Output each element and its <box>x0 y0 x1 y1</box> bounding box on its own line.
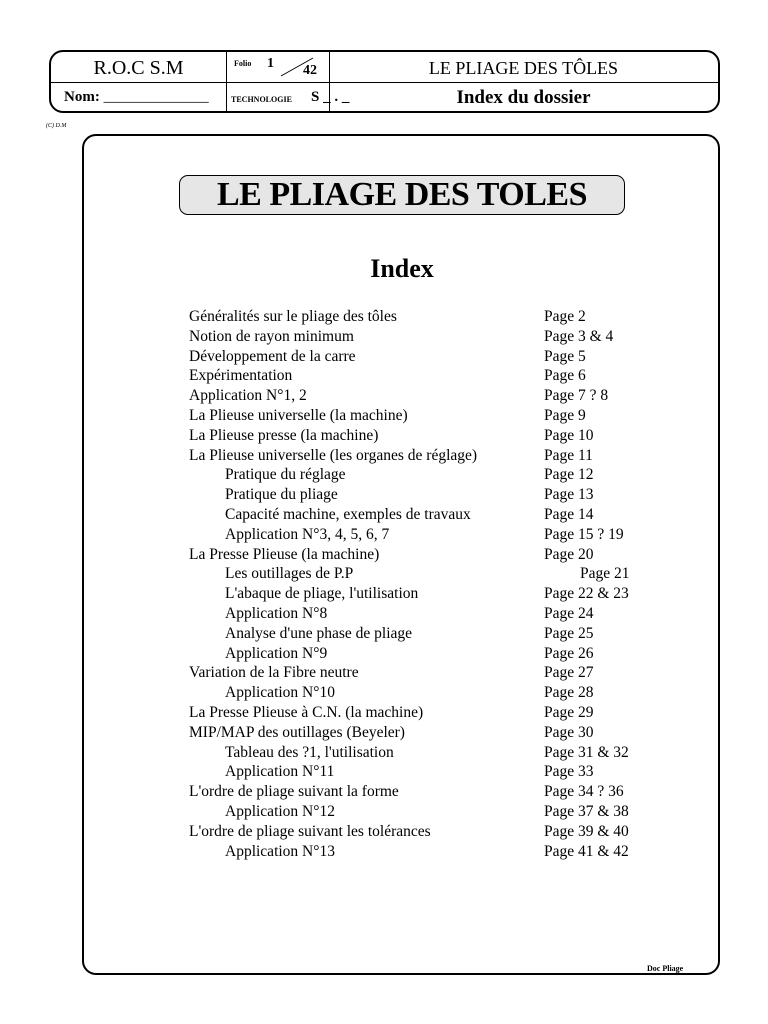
toc-page: Page 39 & 40 <box>544 822 629 840</box>
index-heading-wrap <box>0 254 768 284</box>
toc-label: Application N°8 <box>225 604 328 622</box>
toc-entry <box>189 525 669 545</box>
toc-entry <box>189 604 669 624</box>
toc-page: Page 12 <box>544 466 594 484</box>
nom-blank: ______________ <box>103 89 209 105</box>
org-name: R.O.C S.M <box>93 57 184 79</box>
header-divider <box>226 52 227 111</box>
toc-label: La Plieuse presse (la machine) <box>189 426 379 444</box>
index-heading: Index <box>370 254 434 283</box>
folio-label: Folio <box>234 59 252 68</box>
header-box <box>49 50 720 113</box>
toc-entry <box>189 802 669 822</box>
toc-entry <box>189 564 669 584</box>
header-divider <box>51 82 718 83</box>
toc-entry <box>189 505 669 525</box>
toc-label: MIP/MAP des outillages (Beyeler) <box>189 723 405 741</box>
toc-label: Capacité machine, exemples de travaux <box>225 505 471 523</box>
toc-entry <box>189 683 669 703</box>
toc-label: La Presse Plieuse (la machine) <box>189 545 380 563</box>
toc-entry <box>189 762 669 782</box>
toc-entry <box>189 545 669 565</box>
toc-page: Page 24 <box>544 604 594 622</box>
toc-label: Application N°1, 2 <box>189 387 307 405</box>
header-title: LE PLIAGE DES TÔLES <box>428 58 619 78</box>
toc-entry <box>189 584 669 604</box>
toc-label: Application N°10 <box>225 684 335 702</box>
toc-page: Page 6 <box>544 367 586 385</box>
toc-page: Page 21 <box>580 565 630 583</box>
toc-label: L'abaque de pliage, l'utilisation <box>225 585 419 603</box>
toc-label: Application N°13 <box>225 842 335 860</box>
toc-label: La Plieuse universelle (la machine) <box>189 406 408 424</box>
toc-page: Page 9 <box>544 406 586 424</box>
nom-field <box>64 89 209 106</box>
nom-label: Nom: <box>64 89 100 105</box>
toc-label: Tableau des ?1, l'utilisation <box>225 743 394 761</box>
toc-page: Page 33 <box>544 763 594 781</box>
technologie-value: S _ . _ <box>311 89 350 105</box>
toc-entry <box>189 485 669 505</box>
toc-page: Page 14 <box>544 505 594 523</box>
toc-entry <box>189 426 669 446</box>
toc-entry <box>189 624 669 644</box>
toc-page: Page 3 & 4 <box>544 327 614 345</box>
toc-page: Page 5 <box>544 347 586 365</box>
toc-entry <box>189 663 669 683</box>
toc-entry <box>189 842 669 862</box>
toc-page: Page 11 <box>544 446 593 464</box>
toc-page: Page 13 <box>544 486 594 504</box>
toc-page: Page 27 <box>544 664 594 682</box>
toc-entry <box>189 366 669 386</box>
toc-label: Pratique du réglage <box>225 466 346 484</box>
toc-label: Pratique du pliage <box>225 486 338 504</box>
toc-label: Application N°9 <box>225 644 328 662</box>
toc-entry <box>189 822 669 842</box>
toc-entry <box>189 446 669 466</box>
toc-label: L'ordre de pliage suivant les tolérances <box>189 822 431 840</box>
toc-label: Application N°3, 4, 5, 6, 7 <box>225 525 390 543</box>
document-title: LE PLIAGE DES TOLES <box>179 175 625 215</box>
folio-number: 1 <box>267 56 274 71</box>
copyright: (C) D.M <box>46 123 67 129</box>
toc-label: Variation de la Fibre neutre <box>189 664 359 682</box>
toc-page: Page 25 <box>544 624 594 642</box>
toc-page: Page 37 & 38 <box>544 802 629 820</box>
toc-label: Application N°12 <box>225 802 335 820</box>
toc-page: Page 22 & 23 <box>544 585 629 603</box>
toc-page: Page 28 <box>544 684 594 702</box>
toc-label: Expérimentation <box>189 367 293 385</box>
toc-label: Notion de rayon minimum <box>189 327 354 345</box>
toc-page: Page 41 & 42 <box>544 842 629 860</box>
toc-entry <box>189 386 669 406</box>
toc-entry <box>189 743 669 763</box>
toc-entry <box>189 782 669 802</box>
toc-label: Les outillages de P.P <box>225 565 354 583</box>
toc-page: Page 29 <box>544 703 594 721</box>
toc-label: La Presse Plieuse à C.N. (la machine) <box>189 703 424 721</box>
toc-label: Application N°11 <box>225 763 335 781</box>
toc-entry <box>189 406 669 426</box>
toc-page: Page 10 <box>544 426 594 444</box>
toc-page: Page 26 <box>544 644 594 662</box>
toc-page: Page 30 <box>544 723 594 741</box>
toc-entry <box>189 327 669 347</box>
toc-entry <box>189 723 669 743</box>
toc-label: La Plieuse universelle (les organes de réglage) <box>189 446 478 464</box>
toc-label: Analyse d'une phase de pliage <box>225 624 413 642</box>
toc-entry <box>189 703 669 723</box>
technologie-label: TECHNOLOGIE <box>231 95 292 104</box>
toc-page: Page 15 ? 19 <box>544 525 624 543</box>
toc-label: L'ordre de pliage suivant la forme <box>189 783 399 801</box>
folio-total: 42 <box>303 63 317 78</box>
toc-entry <box>189 644 669 664</box>
toc-label: Généralités sur le pliage des tôles <box>189 308 397 325</box>
toc-page: Page 7 ? 8 <box>544 387 609 405</box>
toc-entry <box>189 465 669 485</box>
toc-page: Page 2 <box>544 308 586 325</box>
toc-entry <box>189 307 669 327</box>
toc-page: Page 34 ? 36 <box>544 783 624 801</box>
footer-label: Doc Pliage <box>647 964 684 973</box>
section-title: Index du dossier <box>456 87 591 108</box>
toc-page: Page 31 & 32 <box>544 743 629 761</box>
toc-label: Développement de la carre <box>189 347 356 365</box>
toc-page: Page 20 <box>544 545 594 563</box>
toc-entry <box>189 347 669 367</box>
table-of-contents <box>189 307 669 861</box>
